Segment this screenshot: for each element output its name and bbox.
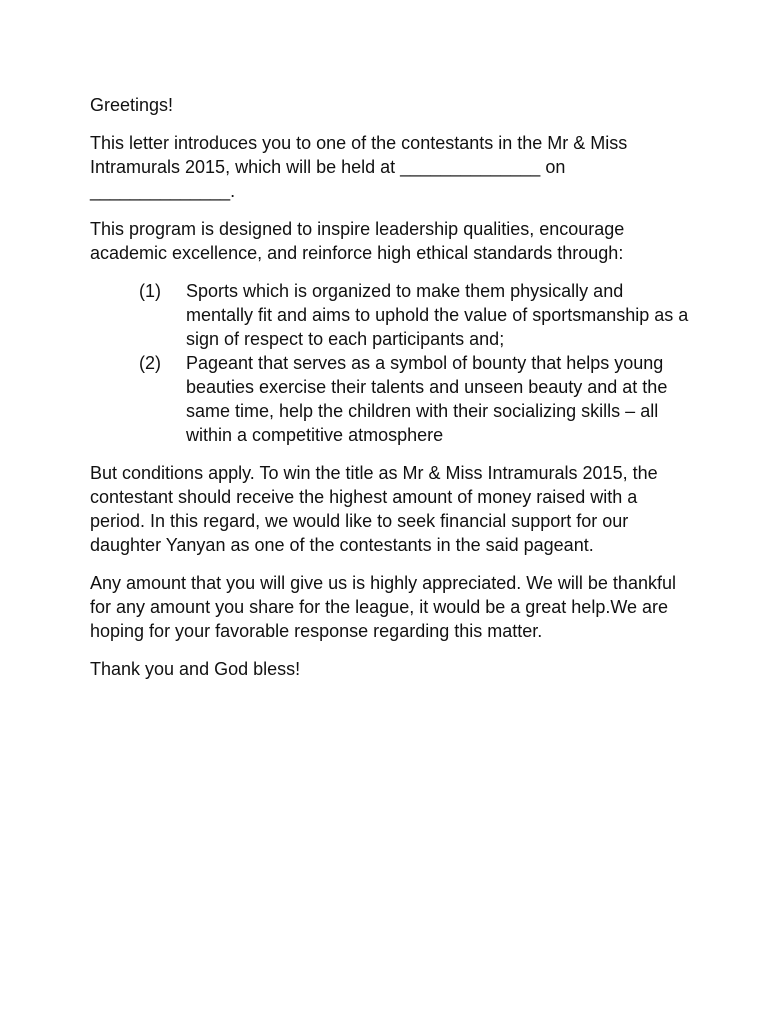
intro-paragraph [90,131,690,203]
program-paragraph: This program is designed to inspire leadership qualities, encourage academic excellence, and reinforce high ethical standards through: [90,219,625,263]
venue-blank: ______________ [400,157,541,177]
intro-text-on: on [540,157,566,177]
list-item-marker: (1) [139,281,161,301]
date-blank: ______________ [90,181,231,201]
list-item-text: Pageant that serves as a symbol of bounty that helps young beauties exercise their talents and unseen beauty and at the same time, help the children with their socializing skills – all within a competitive atmosphere [186,353,668,445]
list-item-marker: (2) [139,353,161,373]
program-list [90,279,690,447]
closing-line: Thank you and God bless! [90,659,301,679]
intro-text-end: . [230,181,236,201]
letter-salutation: Greetings! [90,95,174,115]
list-item [90,351,690,447]
intro-text-start: This letter introduces you to one of the contestants in the Mr & Miss Intramurals 2015, which will be held at [90,133,628,177]
list-item-text: Sports which is organized to make them physically and mentally fit and aims to uphold the value of sportsmanship as a sign of respect to each participants and; [186,281,689,349]
conditions-paragraph: But conditions apply. To win the title as Mr & Miss Intramurals 2015, the contestant should receive the highest amount of money raised with a period. In this regard, we would like to seek financial support for our daughter Yanyan as one of the contestants in the said pageant. [90,463,658,555]
letter-body [90,93,690,695]
list-item [90,279,690,351]
appreciation-paragraph: Any amount that you will give us is highly appreciated. We will be thankful for any amount you share for the league, it would be a great help.We are hoping for your favorable response regarding this matter. [90,573,676,641]
